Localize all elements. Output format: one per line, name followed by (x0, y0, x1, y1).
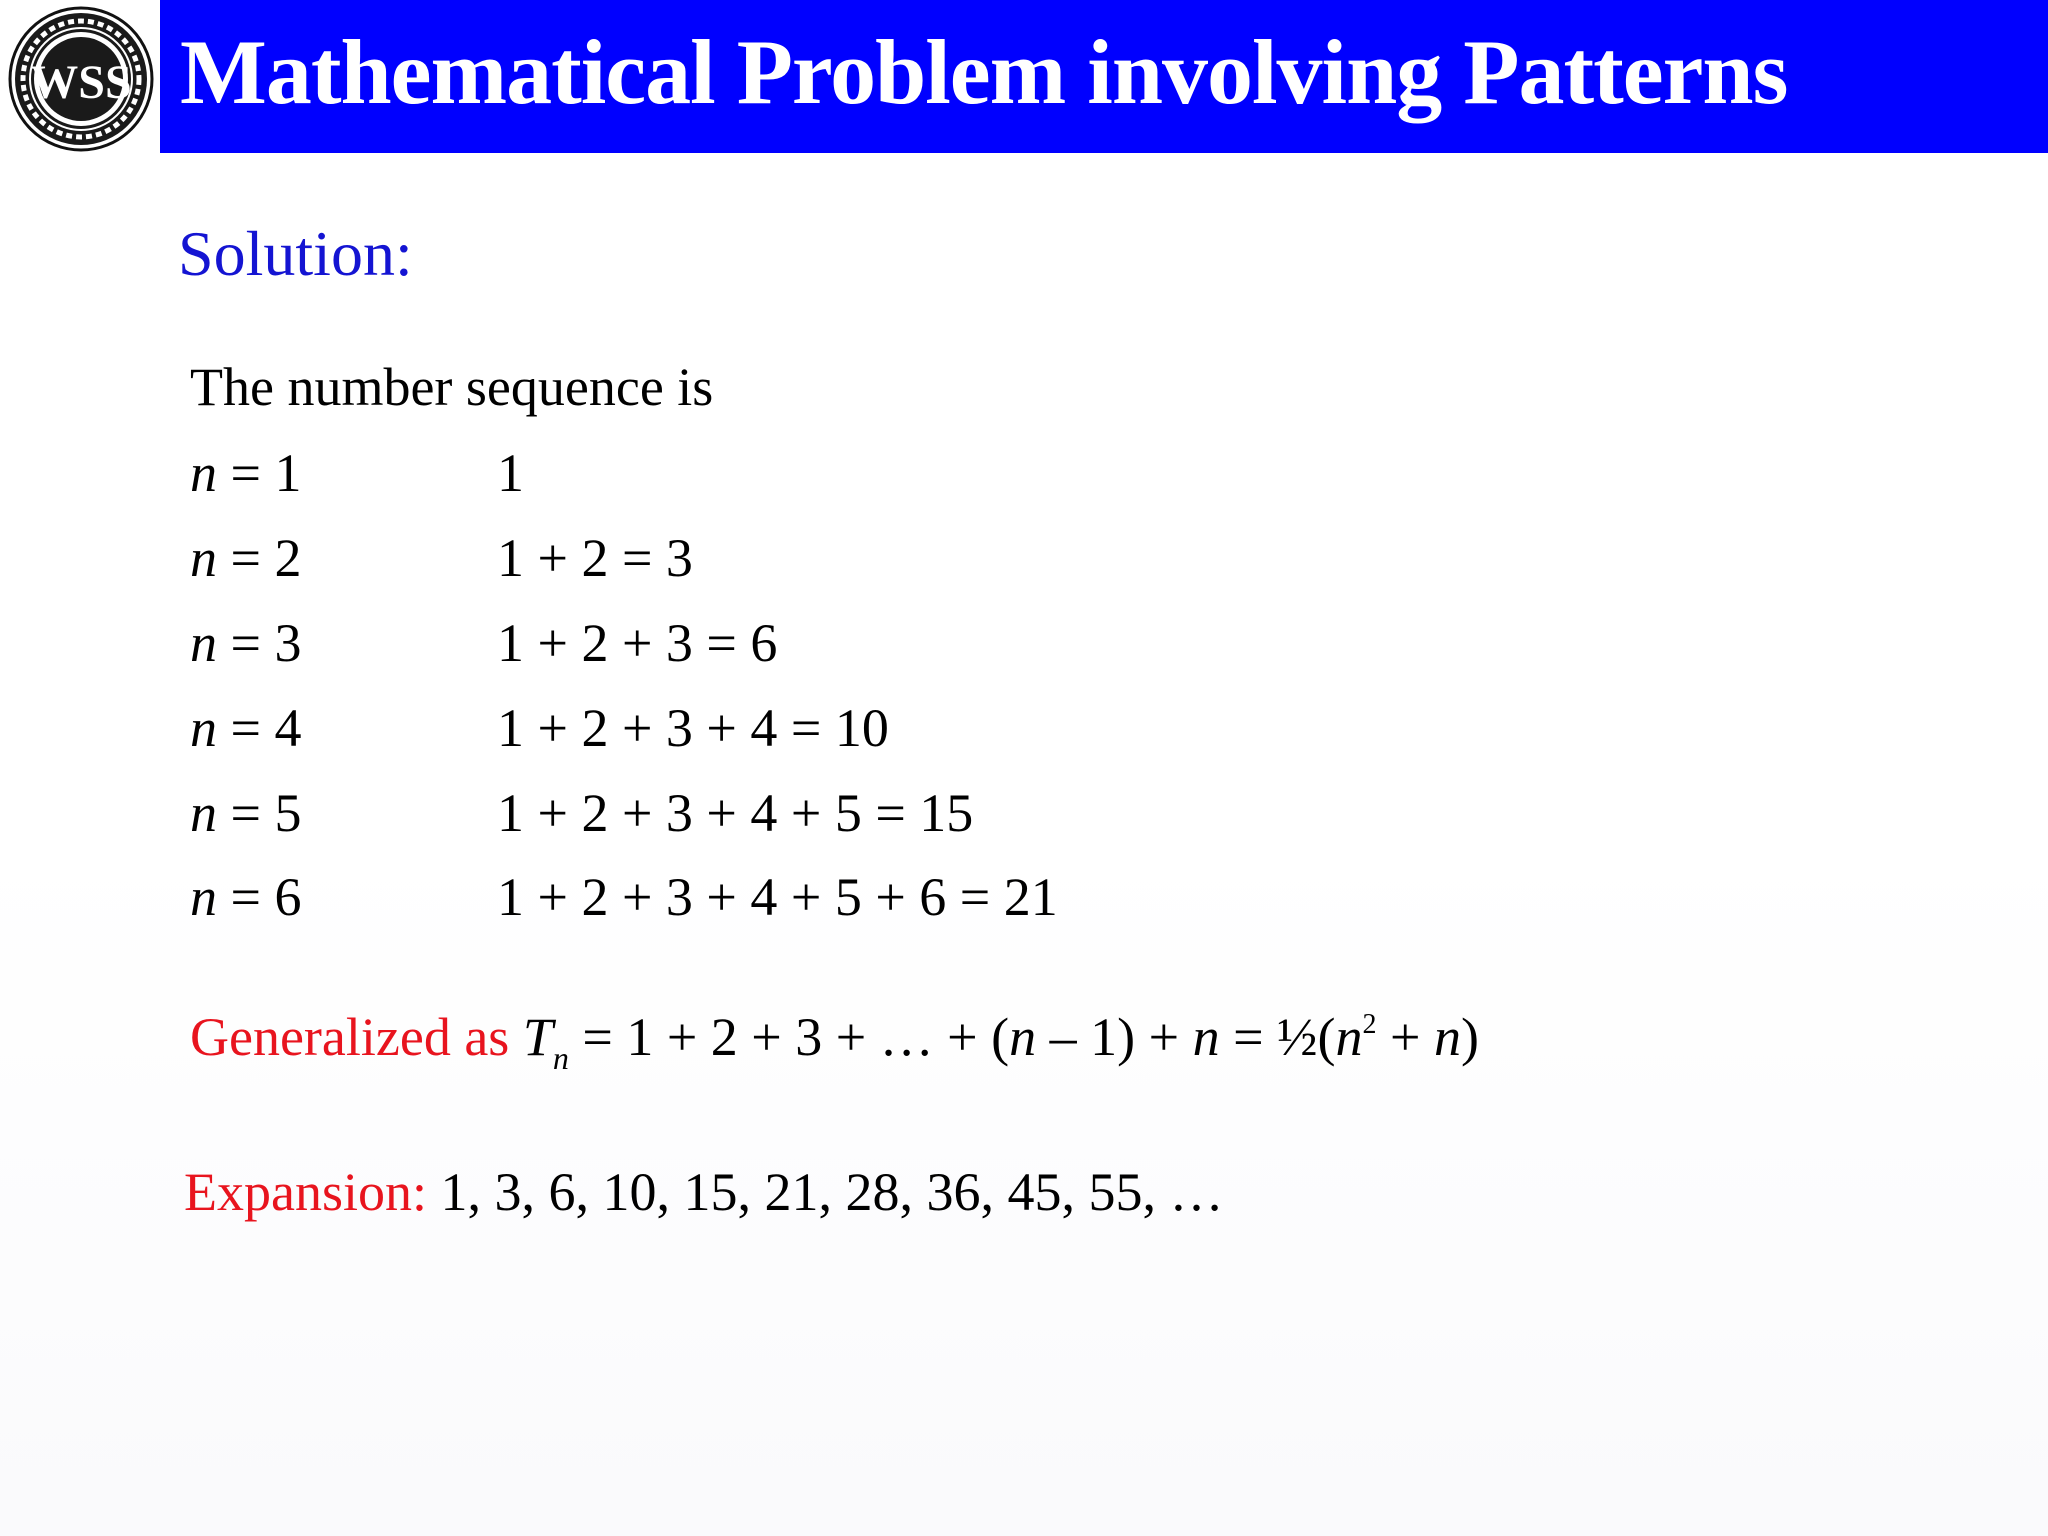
sum-expression: 1 + 2 + 3 + 4 + 5 + 6 = 21 (497, 867, 1058, 927)
wss-logo (8, 6, 154, 152)
sum-expression: 1 (497, 443, 524, 503)
n-value: = 2 (217, 528, 302, 588)
formula-n: n (1335, 1007, 1363, 1067)
formula-part: – 1) + (1036, 1007, 1193, 1067)
formula-subscript: n (552, 1040, 569, 1076)
n-value: = 6 (217, 867, 302, 927)
sequence-row-4 (190, 698, 1590, 761)
logo-emblem-icon (8, 6, 154, 152)
formula-T: T (522, 1007, 553, 1067)
formula-part: = ½( (1219, 1007, 1336, 1067)
sequence-row-3 (190, 613, 1590, 676)
sum-expression: 1 + 2 = 3 (497, 528, 693, 588)
formula-part: = 1 + 2 + 3 + … + ( (568, 1007, 1010, 1067)
title-bar (160, 0, 2048, 153)
slide-title: Mathematical Problem involving Patterns (180, 21, 1788, 123)
solution-heading: Solution: (178, 218, 413, 289)
sequence-row-2 (190, 528, 1590, 591)
sequence-row-6 (190, 867, 1590, 930)
expansion-line (184, 1162, 1224, 1222)
sum-expression: 1 + 2 + 3 + 4 = 10 (497, 698, 889, 758)
generalized-formula (190, 1007, 1479, 1076)
formula-superscript: 2 (1362, 1009, 1377, 1040)
formula-n: n (1433, 1007, 1461, 1067)
generalized-label: Generalized as (190, 1007, 523, 1067)
formula-part: ) (1460, 1007, 1479, 1067)
n-label (190, 528, 302, 588)
sum-expression: 1 + 2 + 3 + 4 + 5 = 15 (497, 783, 974, 843)
n-variable: n (190, 443, 217, 503)
sequence-row-5 (190, 783, 1590, 846)
n-value: = 5 (217, 783, 302, 843)
n-label (190, 698, 302, 758)
n-value: = 4 (217, 698, 302, 758)
logo-lettering: WSS (30, 56, 132, 109)
n-label (190, 443, 302, 503)
expansion-values: 1, 3, 6, 10, 15, 21, 28, 36, 45, 55, … (426, 1162, 1224, 1222)
intro-text: The number sequence is (190, 357, 714, 417)
n-variable: n (190, 783, 217, 843)
n-value: = 1 (217, 443, 302, 503)
n-label (190, 867, 302, 927)
n-variable: n (190, 613, 217, 673)
n-variable: n (190, 867, 217, 927)
n-label (190, 783, 302, 843)
formula-n: n (1192, 1007, 1220, 1067)
formula-n: n (1009, 1007, 1037, 1067)
sequence-row-1 (190, 443, 1590, 506)
n-variable: n (190, 528, 217, 588)
n-label (190, 613, 302, 673)
n-variable: n (190, 698, 217, 758)
n-value: = 3 (217, 613, 302, 673)
expansion-label: Expansion: (184, 1162, 427, 1222)
sum-expression: 1 + 2 + 3 = 6 (497, 613, 778, 673)
formula-part: + (1376, 1007, 1434, 1067)
